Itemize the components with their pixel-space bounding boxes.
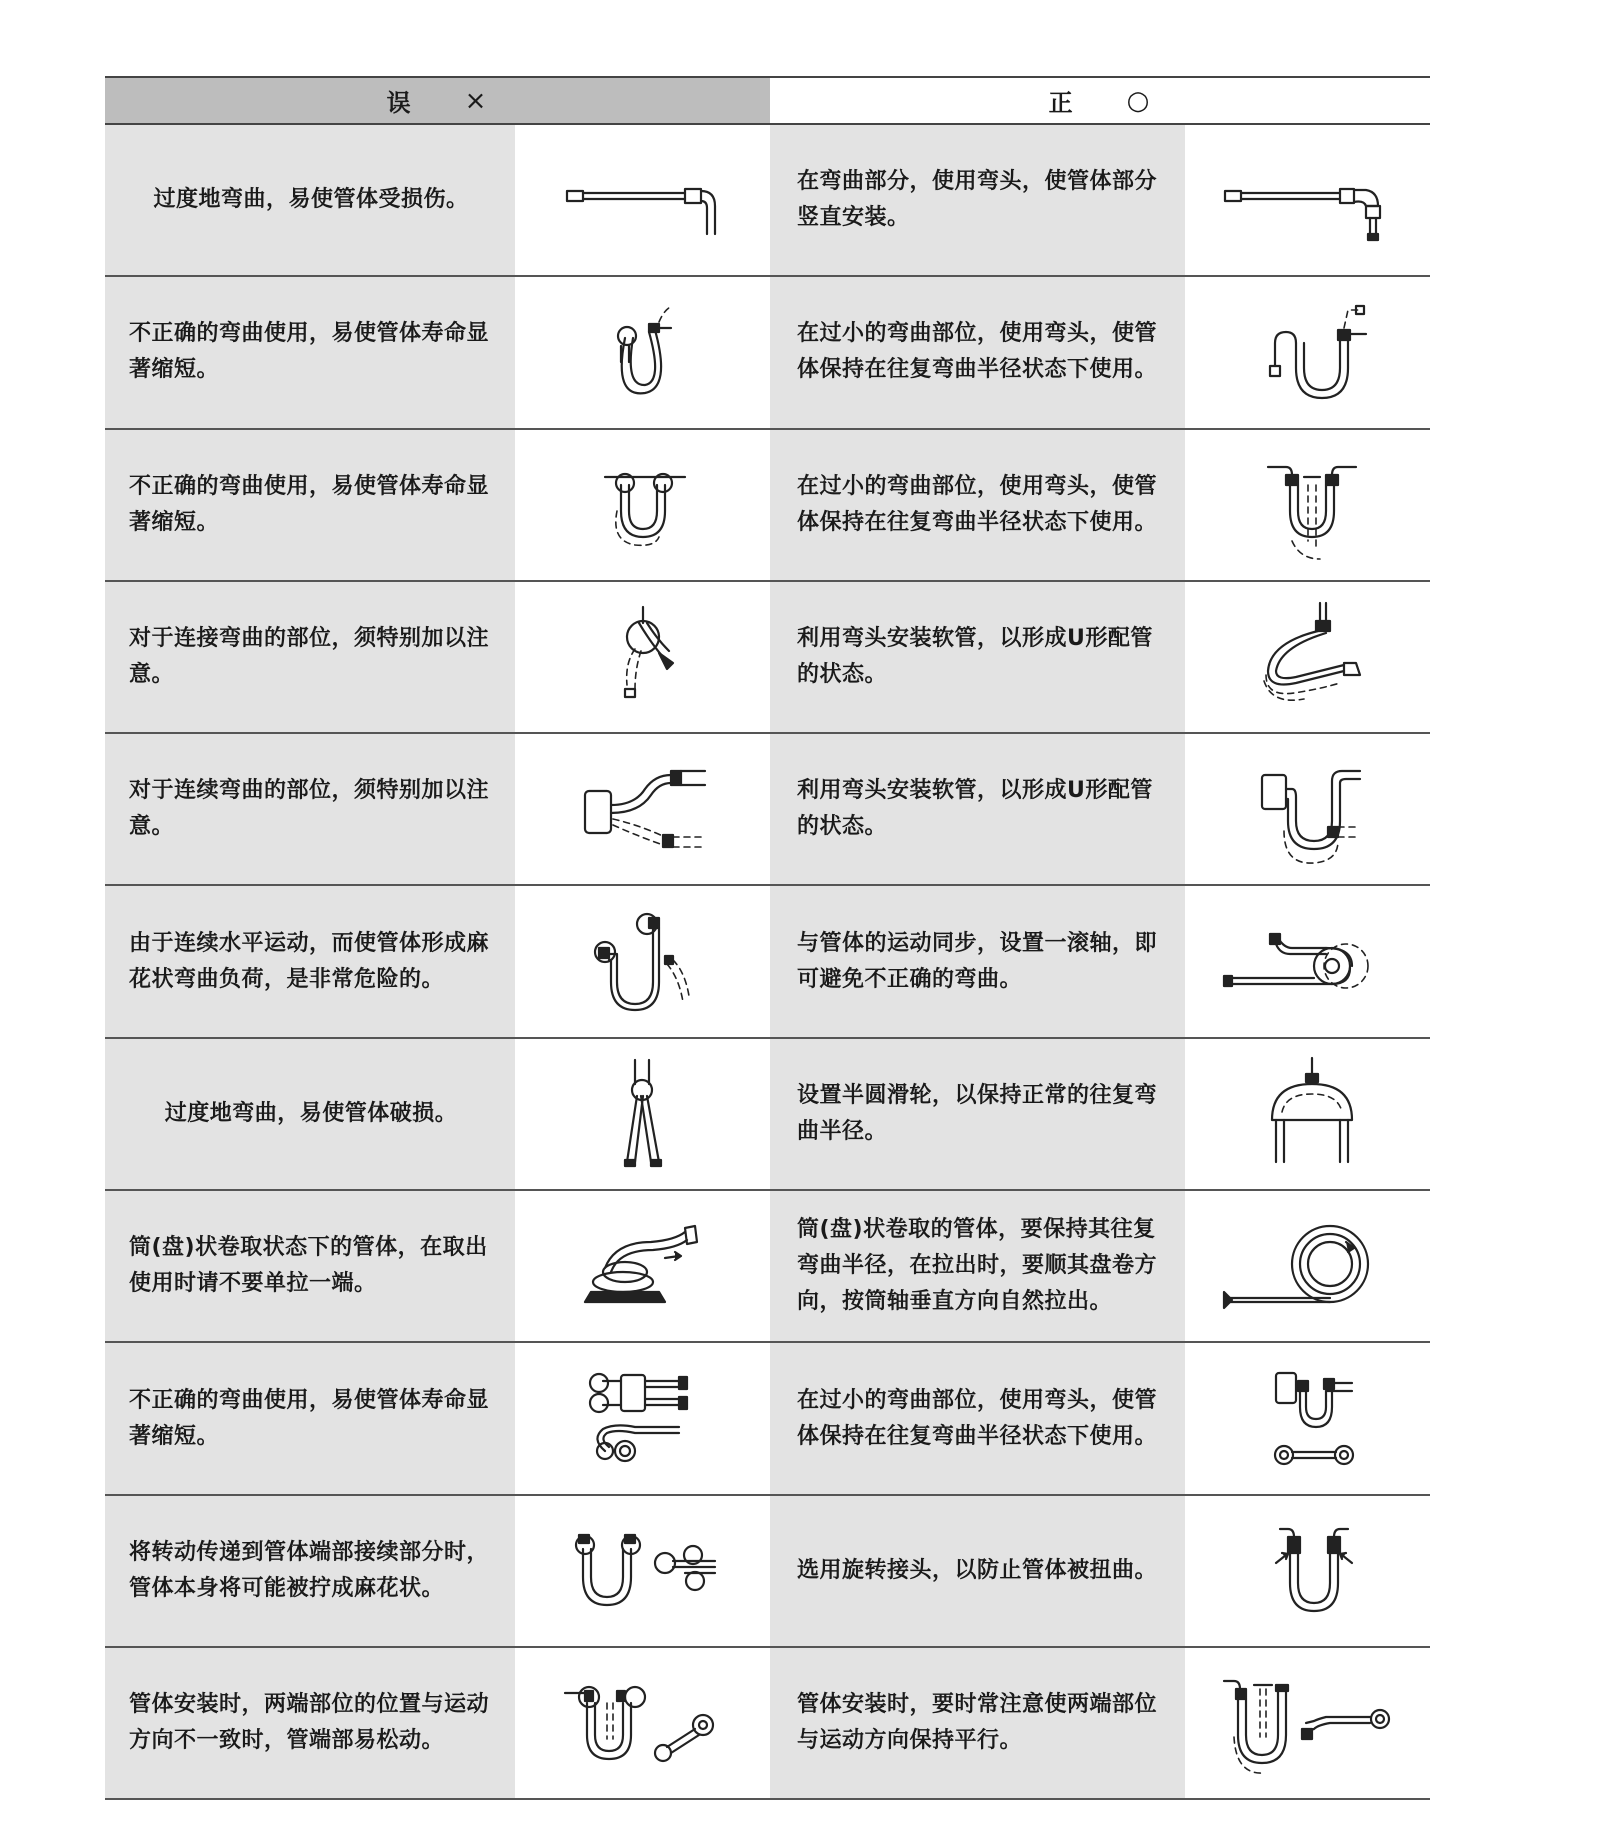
table-row [105, 1496, 1430, 1648]
table-row [105, 277, 1430, 429]
wrong-text: 过度地弯曲，易使管体受损伤。 [153, 187, 469, 213]
right-text-cell [770, 125, 1185, 275]
right-figure-cell [1185, 886, 1430, 1036]
right-figure-cell [1185, 1648, 1430, 1798]
hose-swivel-joint-icon [1220, 1507, 1395, 1635]
hose-u-shape-elbow-icon [1220, 593, 1395, 721]
header-right-label: 正 [1048, 89, 1075, 117]
wrong-text-cell [105, 734, 515, 884]
hose-sharp-bend-icon [555, 136, 730, 264]
right-text: 在弯曲部分，使用弯头，使管体部分竖直安装。 [797, 169, 1158, 231]
wrong-text-cell [105, 1039, 515, 1189]
table-row [105, 125, 1430, 277]
right-text-cell [770, 886, 1185, 1036]
hose-misaligned-ends-icon [555, 1659, 730, 1787]
wrong-figure-cell [515, 1191, 770, 1341]
hose-coil-unroll-icon [1220, 1202, 1395, 1330]
wrong-text: 过度地弯曲，易使管体破损。 [164, 1100, 458, 1126]
table-row [105, 1343, 1430, 1495]
wrong-figure-cell [515, 1343, 770, 1493]
right-figure-cell [1185, 1496, 1430, 1646]
header-wrong-label: 误 [386, 89, 413, 117]
right-text: 在过小的弯曲部位，使用弯头，使管体保持在往复弯曲半径状态下使用。 [797, 1387, 1158, 1449]
hose-elbow-vertical-icon [1220, 136, 1395, 264]
wrong-text: 不正确的弯曲使用，易使管体寿命显著缩短。 [129, 473, 490, 535]
hose-rotation-twist-icon [555, 1507, 730, 1635]
wrong-text-cell [105, 1191, 515, 1341]
right-text-cell [770, 430, 1185, 580]
hose-u-bend-elbows-swing-icon [1220, 441, 1395, 569]
right-figure-cell [1185, 430, 1430, 580]
wrong-text: 将转动传递到管体端部接续部分时，管体本身将可能被拧成麻花状。 [129, 1539, 490, 1601]
wrong-figure-cell [515, 734, 770, 884]
right-text: 筒(盘)状卷取的管体，要保持其往复弯曲半径，在拉出时，要顺其盘卷方向，按筒轴垂直方向自然拉出。 [797, 1217, 1158, 1315]
right-text-cell [770, 582, 1185, 732]
hose-pinched-icon [555, 1050, 730, 1178]
wrong-figure-cell [515, 125, 770, 275]
wrong-text-cell [105, 277, 515, 427]
header-right [770, 78, 1430, 123]
table-row [105, 1648, 1430, 1800]
wrong-text: 不正确的弯曲使用，易使管体寿命显著缩短。 [129, 321, 490, 383]
wrong-figure-cell [515, 430, 770, 580]
hose-half-pulley-icon [1220, 1050, 1395, 1178]
wrong-figure-cell [515, 1648, 770, 1798]
table-row [105, 1191, 1430, 1343]
right-text-cell [770, 1191, 1185, 1341]
wrong-text: 由于连续水平运动，而使管体形成麻花状弯曲负荷，是非常危险的。 [129, 930, 490, 992]
hose-tight-u-bend-icon [555, 288, 730, 416]
right-figure-cell [1185, 1343, 1430, 1493]
table-header [105, 76, 1430, 125]
hose-coil-pull-end-icon [555, 1202, 730, 1330]
wrong-text-cell [105, 1496, 515, 1646]
right-text: 利用弯头安装软管，以形成U形配管的状态。 [797, 778, 1153, 840]
table-row [105, 430, 1430, 582]
wrong-figure-cell [515, 1039, 770, 1189]
right-text: 在过小的弯曲部位，使用弯头，使管体保持在往复弯曲半径状态下使用。 [797, 473, 1158, 535]
right-text: 选用旋转接头，以防止管体被扭曲。 [797, 1557, 1158, 1583]
wrong-text-cell [105, 125, 515, 275]
hose-s-curve-icon [555, 745, 730, 873]
wrong-text: 对于连续弯曲的部位，须特别加以注意。 [129, 778, 490, 840]
right-text-cell [770, 277, 1185, 427]
hose-twisted-motion-icon [555, 898, 730, 1026]
right-text-cell [770, 1039, 1185, 1189]
table-row [105, 734, 1430, 886]
hose-u-bend-elbows-icon [1220, 288, 1395, 416]
wrong-text-cell [105, 886, 515, 1036]
wrong-text: 筒(盘)状卷取状态下的管体，在取出使用时请不要单拉一端。 [129, 1235, 488, 1297]
right-text-cell [770, 734, 1185, 884]
header-right-mark: ○ [1126, 85, 1152, 116]
wrong-figure-cell [515, 277, 770, 427]
right-figure-cell [1185, 277, 1430, 427]
wrong-text-cell [105, 430, 515, 580]
table-row [105, 582, 1430, 734]
table-row [105, 1039, 1430, 1191]
right-figure-cell [1185, 1039, 1430, 1189]
right-text: 设置半圆滑轮，以保持正常的往复弯曲半径。 [797, 1082, 1158, 1144]
table-row [105, 886, 1430, 1038]
wrong-text-cell [105, 1343, 515, 1493]
hose-parallel-bend-icon [555, 1355, 730, 1483]
header-wrong-mark: × [464, 85, 489, 116]
hose-double-u-elbows-icon [1220, 1355, 1395, 1483]
right-text-cell [770, 1648, 1185, 1798]
right-text: 利用弯头安装软管，以形成U形配管的状态。 [797, 626, 1153, 688]
right-figure-cell [1185, 125, 1430, 275]
wrong-text: 管体安装时，两端部位的位置与运动方向不一致时，管端部易松动。 [129, 1692, 490, 1754]
hose-loop-twist-icon [555, 593, 730, 721]
right-text: 管体安装时，要时常注意使两端部位与运动方向保持平行。 [797, 1692, 1158, 1754]
right-text: 与管体的运动同步，设置一滚轴，即可避免不正确的弯曲。 [797, 930, 1158, 992]
wrong-figure-cell [515, 886, 770, 1036]
hose-u-pipe-icon [1220, 745, 1395, 873]
hose-installation-table [105, 76, 1430, 1800]
right-text-cell [770, 1343, 1185, 1493]
hose-roller-icon [1220, 898, 1395, 1026]
right-figure-cell [1185, 1191, 1430, 1341]
right-figure-cell [1185, 734, 1430, 884]
wrong-figure-cell [515, 582, 770, 732]
hose-aligned-ends-icon [1220, 1659, 1395, 1787]
hose-u-bend-strain-icon [555, 441, 730, 569]
header-wrong [105, 78, 770, 123]
right-text-cell [770, 1496, 1185, 1646]
right-text: 在过小的弯曲部位，使用弯头，使管体保持在往复弯曲半径状态下使用。 [797, 321, 1158, 383]
wrong-text: 不正确的弯曲使用，易使管体寿命显著缩短。 [129, 1387, 490, 1449]
wrong-text: 对于连接弯曲的部位，须特别加以注意。 [129, 626, 490, 688]
right-figure-cell [1185, 582, 1430, 732]
wrong-text-cell [105, 582, 515, 732]
wrong-figure-cell [515, 1496, 770, 1646]
wrong-text-cell [105, 1648, 515, 1798]
